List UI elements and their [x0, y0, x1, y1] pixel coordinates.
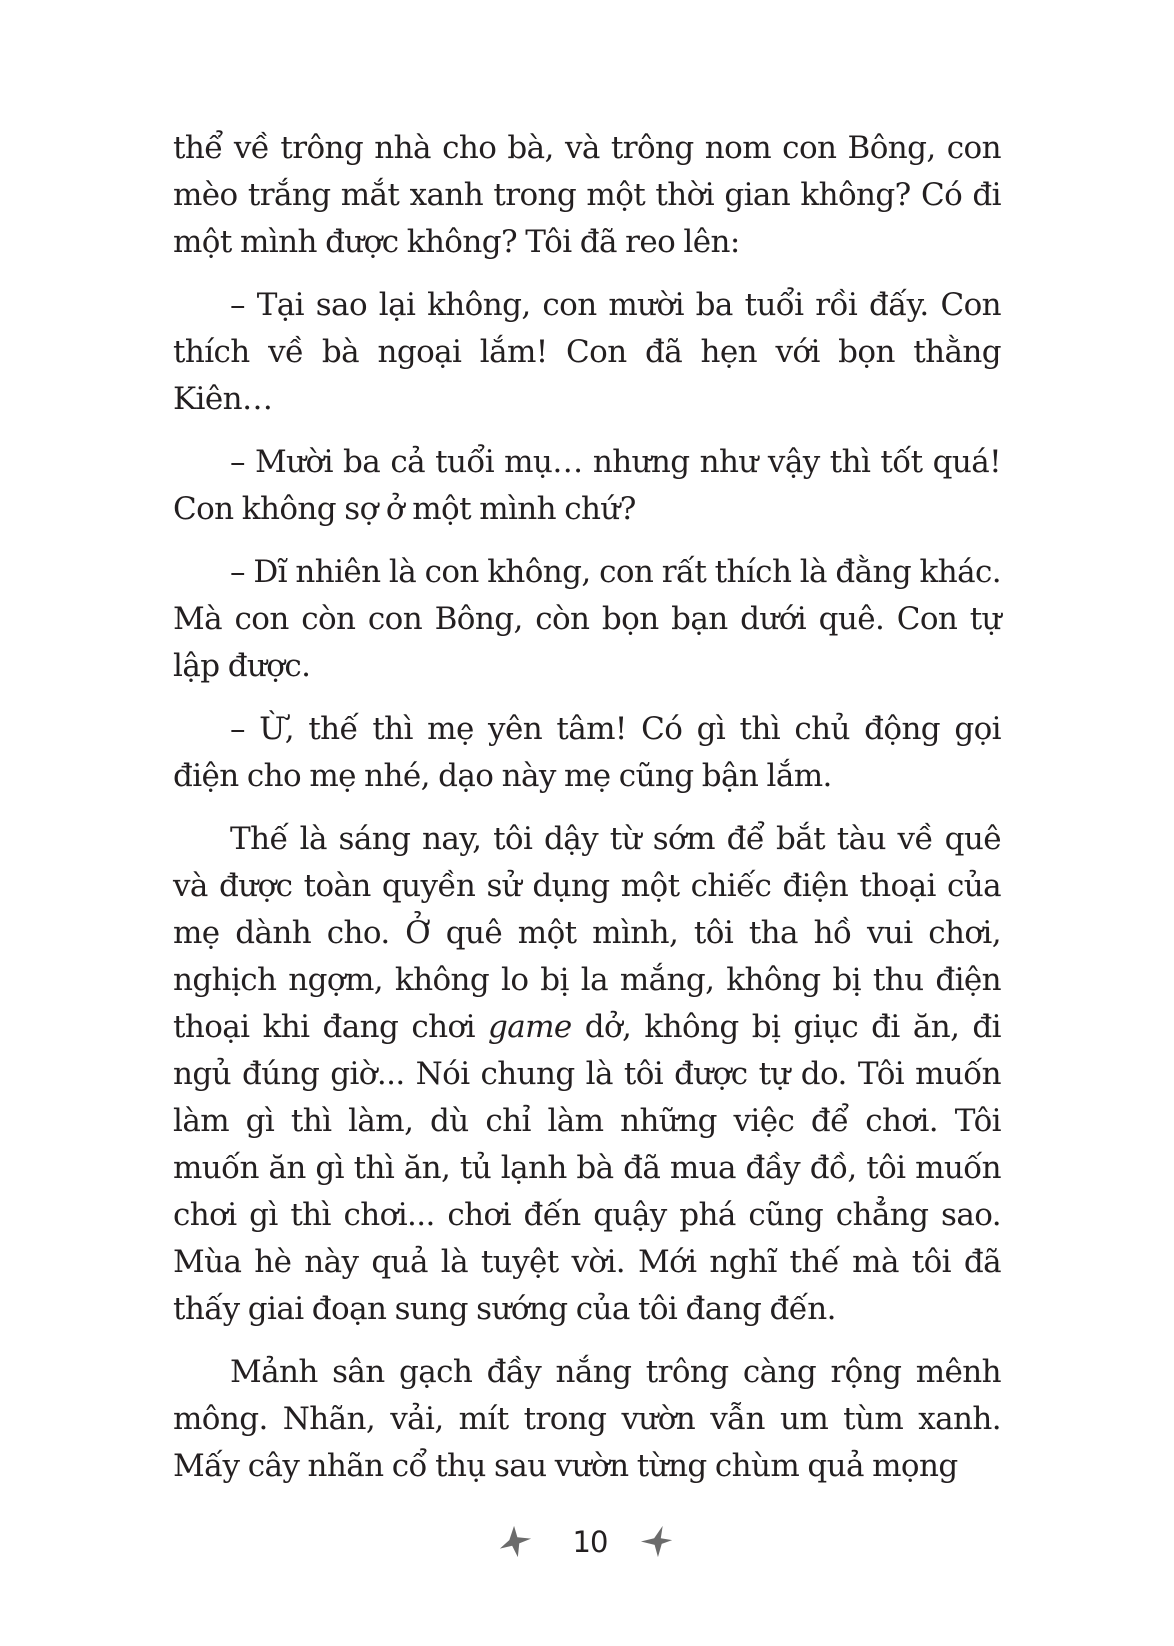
- body-text: [173, 125, 1001, 1506]
- paragraph-text: dở, không bị giục đi ăn, đi ngủ đúng giờ... Nói chung là tôi được tự do. Tôi muốn làm gì thì làm, dù chỉ làm những việc để chơi. Tôi muốn ăn gì thì ăn, tủ lạnh bà đã mua đầy đồ, tôi muốn chơi gì thì chơi... chơi đến quậy phá cũng chẳng sao. Mùa hè này quả là tuyệt vời. Mới nghĩ thế mà tôi đã thấy giai đoạn sung sướng của tôi đang đến.: [173, 1009, 1001, 1327]
- italic-word: game: [487, 1009, 572, 1045]
- dialogue-paragraph: – Dĩ nhiên là con không, con rất thích là đằng khác. Mà con còn con Bông, còn bọn bạn dưới quê. Con tự lập được.: [173, 554, 1001, 684]
- narrative-paragraph: Mảnh sân gạch đầy nắng trông càng rộng mênh mông. Nhãn, vải, mít trong vườn vẫn um tùm xanh. Mấy cây nhãn cổ thụ sau vườn từng chùm quả mọng: [173, 1354, 1001, 1484]
- dialogue-paragraph: – Mười ba cả tuổi mụ… nhưng như vậy thì tốt quá! Con không sợ ở một mình chứ?: [173, 444, 1001, 527]
- page-footer: [0, 1518, 1174, 1568]
- paragraph: thể về trông nhà cho bà, và trông nom con Bông, con mèo trắng mắt xanh trong một thời gian không? Có đi một mình được không? Tôi đã reo lên:: [173, 130, 1001, 260]
- star-icon: [496, 1524, 534, 1560]
- narrative-paragraph: [173, 816, 1001, 1333]
- dialogue-paragraph: – Tại sao lại không, con mười ba tuổi rồi đấy. Con thích về bà ngoại lắm! Con đã hẹn với bọn thằng Kiên…: [173, 287, 1001, 417]
- dialogue-paragraph: – Ừ, thế thì mẹ yên tâm! Có gì thì chủ động gọi điện cho mẹ nhé, dạo này mẹ cũng bận lắm.: [173, 711, 1001, 794]
- page-number: 10: [572, 1525, 608, 1559]
- star-icon: [638, 1524, 676, 1560]
- paragraph-text: Thế là sáng nay, tôi dậy từ sớm để bắt tàu về quê và được toàn quyền sử dụng một chiếc điện thoại của mẹ dành cho. Ở quê một mình, tôi tha hồ vui chơi, nghịch ngợm, không lo bị la mắng, không bị thu điện thoại khi đang chơi: [173, 821, 1001, 1045]
